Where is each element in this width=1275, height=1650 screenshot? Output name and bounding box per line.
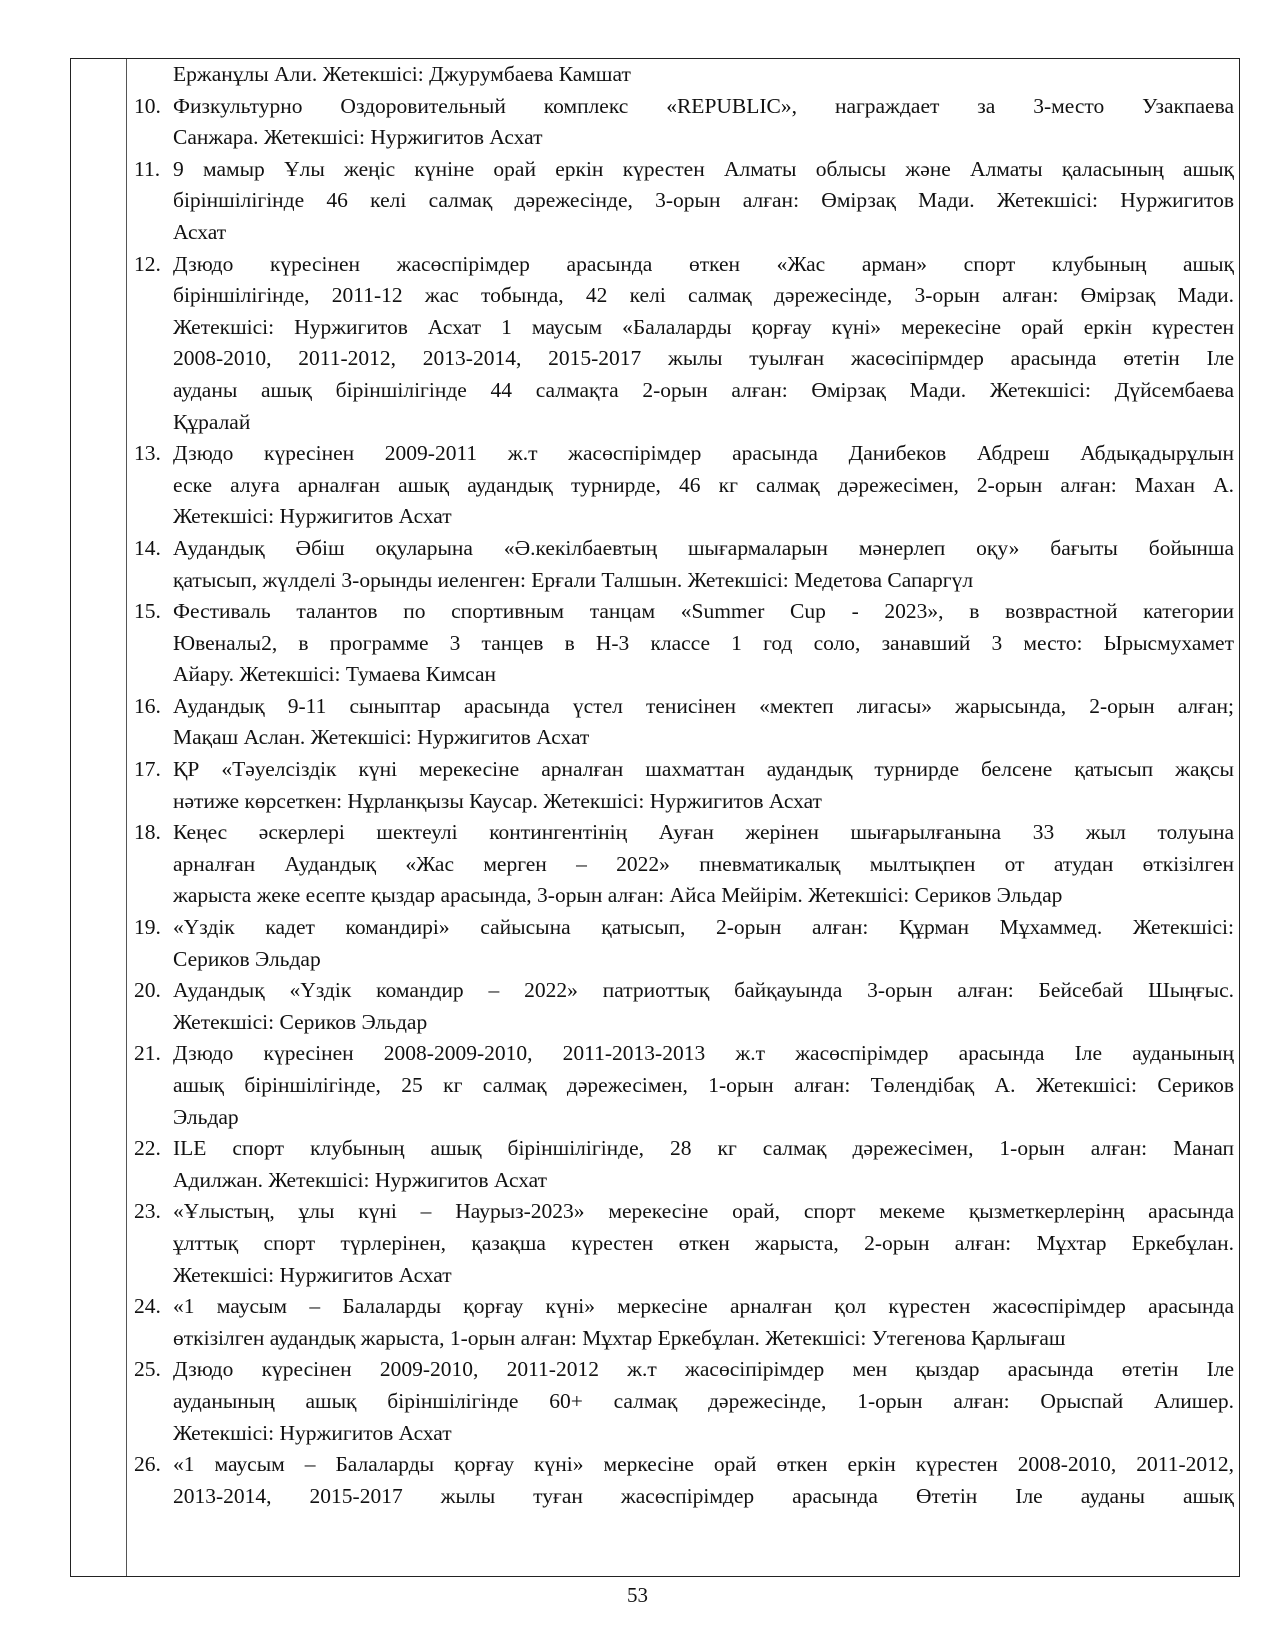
list-item-line — [134, 185, 1234, 217]
list-item-number: 15. — [134, 599, 161, 624]
list-item-line — [134, 1196, 1234, 1228]
list-item-text: Жетекшісі: Нуржигитов Асхат — [173, 504, 452, 529]
list-item-line — [134, 817, 1234, 849]
list-item-text: Айару. Жетекшісі: Тумаева Кимсан — [173, 662, 497, 687]
list-item-line — [134, 786, 1234, 818]
list-item-line — [134, 628, 1234, 660]
list-item-text: Дзюдо күресінен 2008-2009-2010, 2011-2013-2013 ж.т жасөспірімдер арасында Іле ауданының — [173, 1041, 1234, 1066]
list-item-line — [134, 1038, 1234, 1070]
list-item-text: 2013-2014, 2015-2017 жылы туған жасөспірімдер арасында Өтетін Іле ауданы ашық — [173, 1483, 1234, 1508]
page-number: 53 — [627, 1583, 648, 1607]
list-item-text: ауданы ашық біріншілігінде 44 салмақта 2-орын алған: Өмірзақ Мади. Жетекшісі: Дүйсембаева — [173, 377, 1234, 402]
list-item-line — [134, 280, 1234, 312]
list-item-line — [134, 470, 1234, 502]
list-item-text: Аудандық 9-11 сыныптар арасында үстел тенисінен «мектеп лигасы» жарысында, 2-орын алған; — [173, 693, 1234, 718]
list-item — [134, 249, 1234, 439]
list-item-text: біріншілігінде 46 келі салмақ дәрежесінде, 3-орын алған: Өмірзақ Мади. Жетекшісі: Нуржигитов — [173, 188, 1234, 213]
list-item-line — [134, 438, 1234, 470]
list-item — [134, 154, 1234, 249]
list-item-text: ауданының ашық біріншілігінде 60+ салмақ дәрежесінде, 1-орын алған: Орыспай Алишер. — [173, 1388, 1234, 1413]
list-item-line — [134, 722, 1234, 754]
list-item-number: 18. — [134, 820, 161, 845]
list-item-text: 9 мамыр Ұлы жеңіс күніне орай еркін күрестен Алматы облысы және Алматы қаласының ашық — [173, 156, 1234, 181]
list-item-number: 14. — [134, 535, 161, 560]
list-item — [134, 1133, 1234, 1196]
list-item-number: 23. — [134, 1199, 161, 1224]
list-item-text: қатысып, жүлделі 3-орынды иеленген: Ерғали Талшын. Жетекшісі: Медетова Сапаргүл — [173, 567, 974, 592]
list-item-line — [134, 1449, 1234, 1481]
list-item-line — [134, 691, 1234, 723]
list-item-line — [134, 1228, 1234, 1260]
list-item-text: еске алуға арналған ашық аудандық турнирде, 46 кг салмақ дәрежесімен, 2-орын алған: Махан А. — [173, 472, 1234, 497]
list-item-text: Мақаш Аслан. Жетекшісі: Нуржигитов Асхат — [173, 725, 590, 750]
list-item-line — [134, 1260, 1234, 1292]
list-item — [134, 1449, 1234, 1512]
list-item-line — [134, 1165, 1234, 1197]
list-item-number: 11. — [134, 156, 161, 181]
list-item-line — [134, 1481, 1234, 1513]
table-content-column — [127, 59, 1239, 1576]
list-item — [134, 691, 1234, 754]
list-item-text: Жетекшісі: Сериков Эльдар — [173, 1009, 428, 1034]
list-item-text: біріншілігінде, 2011-12 жас тобында, 42 келі салмақ дәрежесінде, 3-орын алған: Өмірзақ Мади. — [173, 283, 1234, 308]
list-item-line — [134, 343, 1234, 375]
list-item-line — [134, 1386, 1234, 1418]
list-item-text: Құралай — [173, 409, 251, 434]
list-item-text: Дзюдо күресінен 2009-2010, 2011-2012 ж.т жасөсіпірімдер мен қыздар арасында өтетін Іле — [173, 1357, 1234, 1382]
list-item-number: 21. — [134, 1041, 161, 1066]
list-item-text: Жетекшісі: Нуржигитов Асхат — [173, 1420, 452, 1445]
list-item-text: ILE спорт клубының ашық біріншілігінде, 28 кг салмақ дәрежесімен, 1-орын алған: Манап — [173, 1136, 1234, 1161]
list-item-line — [134, 1102, 1234, 1134]
list-item-text: Эльдар — [173, 1104, 239, 1129]
list-item-text: арналған Аудандық «Жас мерген – 2022» пневматикалық мылтықпен от атудан өткізілген — [173, 851, 1234, 876]
list-item-line — [134, 59, 1234, 91]
list-item-line — [134, 975, 1234, 1007]
list-item-line — [134, 1070, 1234, 1102]
list-item-line — [134, 944, 1234, 976]
achievements-list — [134, 59, 1234, 1512]
list-item-line — [134, 91, 1234, 123]
list-item-text: 2008-2010, 2011-2012, 2013-2014, 2015-2017 жылы туылған жасөсіпірмдер арасында өтетін Іле — [173, 346, 1234, 371]
list-item-line — [134, 565, 1234, 597]
list-item-text: Фестиваль талантов по спортивным танцам «Summer Cup - 2023», в возврастной категории — [173, 599, 1234, 624]
list-item — [134, 1291, 1234, 1354]
list-item-line — [134, 154, 1234, 186]
list-item-line — [134, 849, 1234, 881]
list-item — [134, 533, 1234, 596]
list-item-text: нәтиже көрсеткен: Нұрланқызы Каусар. Жетекшісі: Нуржигитов Асхат — [173, 788, 822, 813]
list-item — [134, 438, 1234, 533]
list-item — [134, 1354, 1234, 1449]
list-item-line — [134, 533, 1234, 565]
list-item-number: 22. — [134, 1136, 161, 1161]
list-item-text: Аудандық «Үздік командир – 2022» патриоттық байқауында 3-орын алған: Бейсебай Шыңғыс. — [173, 978, 1234, 1003]
list-item-number: 20. — [134, 978, 161, 1003]
list-item-text: «1 маусым – Балаларды қорғау күні» меркесіне арналған қол күрестен жасөспірімдер арасында — [173, 1294, 1234, 1319]
list-item-line — [134, 659, 1234, 691]
list-item-line — [134, 1323, 1234, 1355]
list-item-line — [134, 122, 1234, 154]
list-item-line — [134, 375, 1234, 407]
list-item — [134, 817, 1234, 912]
document-table — [70, 58, 1240, 1577]
list-item-number: 13. — [134, 441, 161, 466]
list-item-number: 12. — [134, 251, 161, 276]
list-item-line — [134, 1133, 1234, 1165]
list-item-number: 17. — [134, 757, 161, 782]
list-item — [134, 596, 1234, 691]
list-item-number: 24. — [134, 1294, 161, 1319]
list-item-line — [134, 217, 1234, 249]
list-item — [134, 975, 1234, 1038]
table-index-column — [71, 59, 127, 1576]
list-item-number: 26. — [134, 1452, 161, 1477]
list-item-line — [134, 501, 1234, 533]
list-item-line — [134, 407, 1234, 439]
list-item-text: Физкультурно Оздоровительный комплекс «REPUBLIC», награждает за 3-место Узакпаева — [173, 93, 1234, 118]
list-item-line — [134, 1418, 1234, 1450]
list-item-text: ҚР «Тәуелсіздік күні мерекесіне арналған шахматтан аудандық турнирде белсене қатысып жақсы — [173, 757, 1234, 782]
list-item-text: ашық біріншілігінде, 25 кг салмақ дәрежесімен, 1-орын алған: Төлендібақ А. Жетекшісі: Сериков — [173, 1073, 1234, 1097]
list-item-line — [134, 1007, 1234, 1039]
list-item — [134, 1196, 1234, 1291]
list-item-line — [134, 249, 1234, 281]
list-item-text: Дзюдо күресінен 2009-2011 ж.т жасөспірімдер арасында Данибеков Абдреш Абдықадырұлын — [173, 441, 1234, 466]
list-item-text: Адилжан. Жетекшісі: Нуржигитов Асхат — [173, 1167, 548, 1192]
list-item-text: ұлттық спорт түрлерінен, қазақша күрестен өткен жарыста, 2-орын алған: Мұхтар Еркебұлан. — [173, 1230, 1234, 1255]
list-item-text: Дзюдо күресінен жасөспірімдер арасында өткен «Жас арман» спорт клубының ашық — [173, 251, 1234, 276]
list-item-line — [134, 596, 1234, 628]
list-item-line — [134, 912, 1234, 944]
list-item-text: «Ұлыстың, ұлы күні – Наурыз-2023» мерекесіне орай, спорт мекеме қызметкерлерінң арасында — [173, 1199, 1234, 1224]
list-item — [134, 59, 1234, 91]
list-item-text: «1 маусым – Балаларды қорғау күні» меркесіне орай өткен еркін күрестен 2008-2010, 2011-2012, — [173, 1452, 1234, 1477]
list-item-text: Санжара. Жетекшісі: Нуржигитов Асхат — [173, 125, 543, 150]
list-item-line — [134, 880, 1234, 912]
list-item-number: 16. — [134, 693, 161, 718]
list-item-line — [134, 1291, 1234, 1323]
list-item — [134, 912, 1234, 975]
list-item-number: 25. — [134, 1357, 161, 1382]
list-item-number: 10. — [134, 93, 161, 118]
list-item-text: Ювеналы2, в программе 3 танцев в Н-3 классе 1 год соло, занавший 3 место: Ырысмухамет — [173, 630, 1234, 655]
list-item-text: жарыста жеке есепте қыздар арасында, 3-орын алған: Айса Мейірім. Жетекшісі: Сериков Эльдар — [173, 883, 1063, 908]
list-item-text: Асхат — [173, 219, 227, 244]
list-item-text: Жетекшісі: Нуржигитов Асхат 1 маусым «Балаларды қорғау күні» мерекесіне орай еркін күрестен — [173, 314, 1234, 339]
list-item-text: Жетекшісі: Нуржигитов Асхат — [173, 1262, 452, 1287]
list-item-line — [134, 1354, 1234, 1386]
list-item-number: 19. — [134, 915, 161, 940]
list-item-text: Сериков Эльдар — [173, 946, 321, 971]
list-item-text: «Үздік кадет командирі» сайысына қатысып, 2-орын алған: Құрман Мұхаммед. Жетекшісі: — [173, 915, 1234, 940]
list-item-text: өткізілген аудандық жарыста, 1-орын алған: Мұхтар Еркебұлан. Жетекшісі: Утегенова Қарлығаш — [173, 1325, 1066, 1350]
list-item — [134, 1038, 1234, 1133]
list-item — [134, 91, 1234, 154]
list-item-text: Аудандық Әбіш оқуларына «Ә.кекілбаевтың шығармаларын мәнерлеп оқу» бағыты бойынша — [173, 535, 1234, 560]
list-item-line — [134, 312, 1234, 344]
list-item-text: Кеңес әскерлері шектеулі контингентінің Ауған жерінен шығарылғанына 33 жыл толуына — [173, 820, 1234, 845]
list-item-line — [134, 754, 1234, 786]
list-item-text: Ержанұлы Али. Жетекшісі: Джурумбаева Камшат — [173, 62, 631, 86]
list-item — [134, 754, 1234, 817]
